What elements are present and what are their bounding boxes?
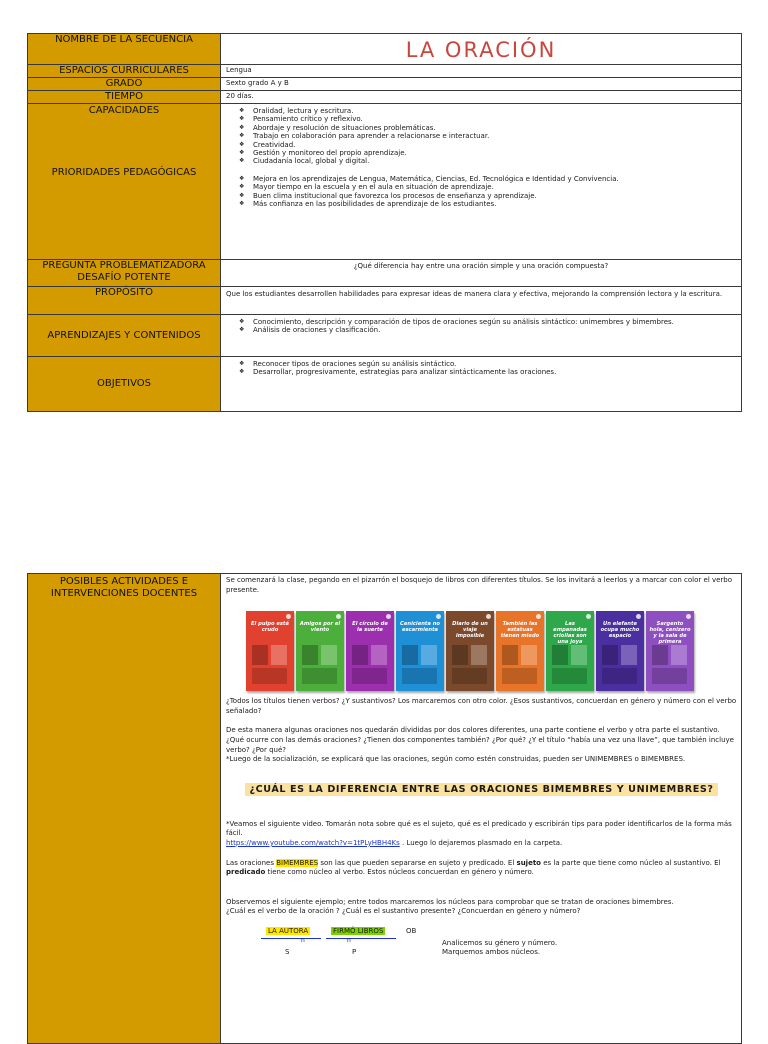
capacidades-list [221, 107, 741, 166]
book-logo [486, 614, 491, 619]
book-illustration [571, 645, 587, 665]
book-cover [596, 611, 644, 691]
book-illustration [252, 645, 268, 665]
book-cover [646, 611, 694, 691]
book-illustration [552, 645, 568, 665]
example-subject: LA AUTORA [268, 926, 309, 935]
book-logo [386, 614, 391, 619]
book-illustration [602, 668, 637, 684]
proposito-value: Que los estudiantes desarrollen habilidades para expresar ideas de manera clara y efectiva, mejorando la comprensión lectora y la escritura. [221, 287, 742, 315]
book-illustration [502, 645, 518, 665]
book-illustration [671, 645, 687, 665]
paragraph-2: De esta manera algunas oraciones nos quedarán divididas por dos colores diferentes, una parte contiene el verbo y otra parte el sustantivo. ¿Qué ocurre con las demás oraciones? ¿Tienen dos componentes también? ¿Por qué? ¿Y el título “había una vez una llave”, que también incluye verbo? ¿Por qué? [226, 726, 734, 754]
book-logo [286, 614, 291, 619]
book-illustration [302, 668, 337, 684]
intro-text: Se comenzará la clase, pegando en el pizarrón el bosquejo de libros con diferentes títulos. Se los invitará a leerlos y a marcar con color el verbo presente. [226, 576, 733, 594]
book-logo [436, 614, 441, 619]
book-illustration [321, 645, 337, 665]
nombre-label: NOMBRE DE LA SECUENCIA [28, 34, 221, 65]
example-analysis [256, 927, 737, 967]
aprendizajes-label: APRENDIZAJES Y CONTENIDOS [28, 315, 221, 357]
prioridades-label: PRIORIDADES PEDAGÓGICAS [51, 167, 197, 178]
sequence-title: LA ORACIÓN [405, 38, 557, 62]
book-cover [296, 611, 344, 691]
book-logo [536, 614, 541, 619]
aprendizaje-item: ❖ Conocimiento, descripción y comparación de tipos de oraciones según su análisis sintáctico: unimembres y bimembres. [239, 318, 741, 326]
grado-label: GRADO [28, 78, 221, 91]
book-illustration [421, 645, 437, 665]
video-instructions: *Veamos el siguiente video. Tomarán nota sobre qué es el sujeto, qué es el predicado y escribirán tips para poder identificarlos de la forma más fácil. [226, 819, 732, 838]
pregunta-label-line1: PREGUNTA PROBLEMATIZADORA [42, 260, 206, 271]
book-title: Las empanadas criollas son una joya [553, 621, 587, 646]
example-note-1: Analicemos su género y número. [442, 938, 558, 947]
book-illustration [602, 645, 618, 665]
video-link-suffix: . Luego lo dejaremos plasmado en la carpeta. [399, 838, 563, 847]
difference-banner: ¿CUÁL ES LA DIFERENCIA ENTRE LAS ORACIONES BIMEMBRES Y UNIMEMBRES? [245, 783, 717, 796]
video-link-line [226, 839, 737, 849]
book-illustration [502, 668, 537, 684]
book-illustration [302, 645, 318, 665]
tiempo-label: TIEMPO [28, 91, 221, 104]
predicate-underline [326, 938, 396, 939]
book-illustration [452, 645, 468, 665]
book-logo [686, 614, 691, 619]
book-illustration [402, 645, 418, 665]
subject-nucleus: n [301, 936, 305, 944]
sujeto-term: sujeto [516, 858, 541, 867]
example-predicate: FIRMÓ LIBROS [333, 926, 384, 935]
capacidad-item: ❖ Oralidad, lectura y escritura. [239, 107, 741, 115]
actividades-table [27, 573, 742, 1044]
prioridad-item: ❖ Buen clima institucional que favorezca los procesos de enseñanza y aprendizaje. [239, 192, 741, 200]
capacidad-item: ❖ Abordaje y resolución de situaciones problemáticas. [239, 124, 741, 132]
book-title: Diario de un viaje imposible [452, 621, 488, 640]
capacidad-item: ❖ Trabajo en colaboración para aprender a relacionarse e interactuar. [239, 132, 741, 140]
espacios-value: Lengua [221, 65, 742, 78]
book-illustration [521, 645, 537, 665]
aprendizajes-value [221, 315, 742, 357]
book-illustration [271, 645, 287, 665]
book-cover [346, 611, 394, 691]
predicate-nucleus: n [347, 936, 351, 944]
book-title: Sargento hola, cenizero y la sala de primera [649, 621, 691, 646]
capacidades-prioridades-label [28, 104, 221, 260]
paragraph-3: *Luego de la socialización, se explicará que las oraciones, según como estén construidas, pueden ser UNIMEMBRES o BIMEMBRES. [226, 755, 686, 764]
book-illustration [352, 645, 368, 665]
book-illustration [252, 668, 287, 684]
objetivo-item: ❖ Reconocer tipos de oraciones según su análisis sintáctico. [239, 360, 741, 368]
subject-underline [261, 938, 321, 939]
actividades-label-line2: INTERVENCIONES DOCENTES [50, 588, 198, 599]
example-note-2: Marquemos ambos núcleos. [442, 947, 541, 956]
aprendizaje-item: ❖ Análisis de oraciones y clasificación. [239, 326, 741, 334]
example-intro: Observemos el siguiente ejemplo; entre todos marcaremos los núcleos para comprobar que se tratan de oraciones bimembres. [226, 897, 674, 906]
prioridad-item: ❖ Mayor tiempo en la escuela y en el aula en situación de aprendizaje. [239, 183, 741, 191]
book-logo [336, 614, 341, 619]
pregunta-text: ¿Qué diferencia hay entre una oración simple y una oración compuesta? [353, 262, 609, 270]
book-title: También las estatuas tienen miedo [500, 621, 540, 640]
objetivos-value [221, 357, 742, 412]
pregunta-value [221, 260, 742, 287]
objetivos-label: OBJETIVOS [28, 357, 221, 412]
pregunta-label [28, 260, 221, 287]
book-cover [246, 611, 294, 691]
actividades-content [221, 574, 742, 1044]
proposito-label: PROPÓSITO [28, 287, 221, 315]
example-ob: OB [406, 926, 417, 935]
book-illustration [652, 645, 668, 665]
book-cover [446, 611, 494, 691]
book-illustration [402, 668, 437, 684]
prioridades-list [221, 175, 741, 209]
book-title: El pulpo está crudo [251, 621, 289, 634]
book-illustration [371, 645, 387, 665]
secuencia-table [27, 33, 742, 412]
book-illustration [352, 668, 387, 684]
espacios-label: ESPACIOS CURRICULARES [28, 65, 221, 78]
bimembres-definition: Las oraciones BIMEMBRES son las que pueden separarse en sujeto y predicado. El sujeto es la parte que tiene como núcleo al sustantivo. El predicado tiene como núcleo al verbo. Estos núcleos concuerdan en género y número. [226, 858, 721, 877]
actividades-label-line1: POSIBLES ACTIVIDADES E [59, 576, 189, 587]
example-questions: ¿Cuál es el verbo de la oración ? ¿Cuál es el sustantivo presente? ¿Concuerdan en género y número? [226, 907, 581, 916]
capacidades-label: CAPACIDADES [88, 105, 160, 116]
predicado-term: predicado [226, 868, 266, 877]
book-title: Amigos por el viento [299, 621, 341, 634]
book-logo [586, 614, 591, 619]
grado-value: Sexto grado A y B [221, 78, 742, 91]
book-title: Un elefante ocupa mucho espacio [600, 621, 640, 640]
prioridad-item: ❖ Más confianza en las posibilidades de aprendizaje de los estudiantes. [239, 200, 741, 208]
book-illustration [452, 668, 487, 684]
question-1: ¿Todos los títulos tienen verbos? ¿Y sustantivos? Los marcaremos con otro color. ¿Esos sustantivos, concuerdan en género y número con el verbo señalado? [226, 697, 737, 715]
capacidad-item: ❖ Pensamiento crítico y reflexivo. [239, 115, 741, 123]
prioridad-item: ❖ Mejora en los aprendizajes de Lengua, Matemática, Ciencias, Ed. Tecnológica e Identidad y Convivencia. [239, 175, 741, 183]
pregunta-label-line2: DESAFÍO POTENTE [77, 272, 171, 283]
subject-marker: S [285, 947, 290, 956]
predicate-marker: P [352, 947, 357, 956]
capacidad-item: ❖ Ciudadanía local, global y digital. [239, 157, 741, 165]
capacidad-item: ❖ Creatividad. [239, 141, 741, 149]
book-illustration [652, 668, 687, 684]
book-cover [396, 611, 444, 691]
title-cell [221, 34, 742, 65]
objetivos-list [221, 360, 741, 377]
book-title: Cenicienta no escarmienta [400, 621, 440, 634]
book-illustration [552, 668, 587, 684]
book-logo [636, 614, 641, 619]
book-illustration [621, 645, 637, 665]
book-illustration [471, 645, 487, 665]
book-cover [546, 611, 594, 691]
capacidad-item: ❖ Gestión y monitoreo del propio aprendizaje. [239, 149, 741, 157]
video-link[interactable]: https://www.youtube.com/watch?v=1tPLyHBH4Ks [226, 838, 400, 847]
book-title: El círculo de la suerte [352, 621, 388, 634]
tiempo-value: 20 días. [221, 91, 742, 104]
actividades-label [28, 574, 221, 1044]
aprendizajes-list [221, 318, 741, 335]
bimembres-highlight: BIMEMBRES [276, 858, 319, 867]
book-cover [496, 611, 544, 691]
books-image [246, 603, 726, 691]
capacidades-value [221, 104, 742, 260]
objetivo-item: ❖ Desarrollar, progresivamente, estrategias para analizar sintácticamente las oraciones. [239, 368, 741, 376]
